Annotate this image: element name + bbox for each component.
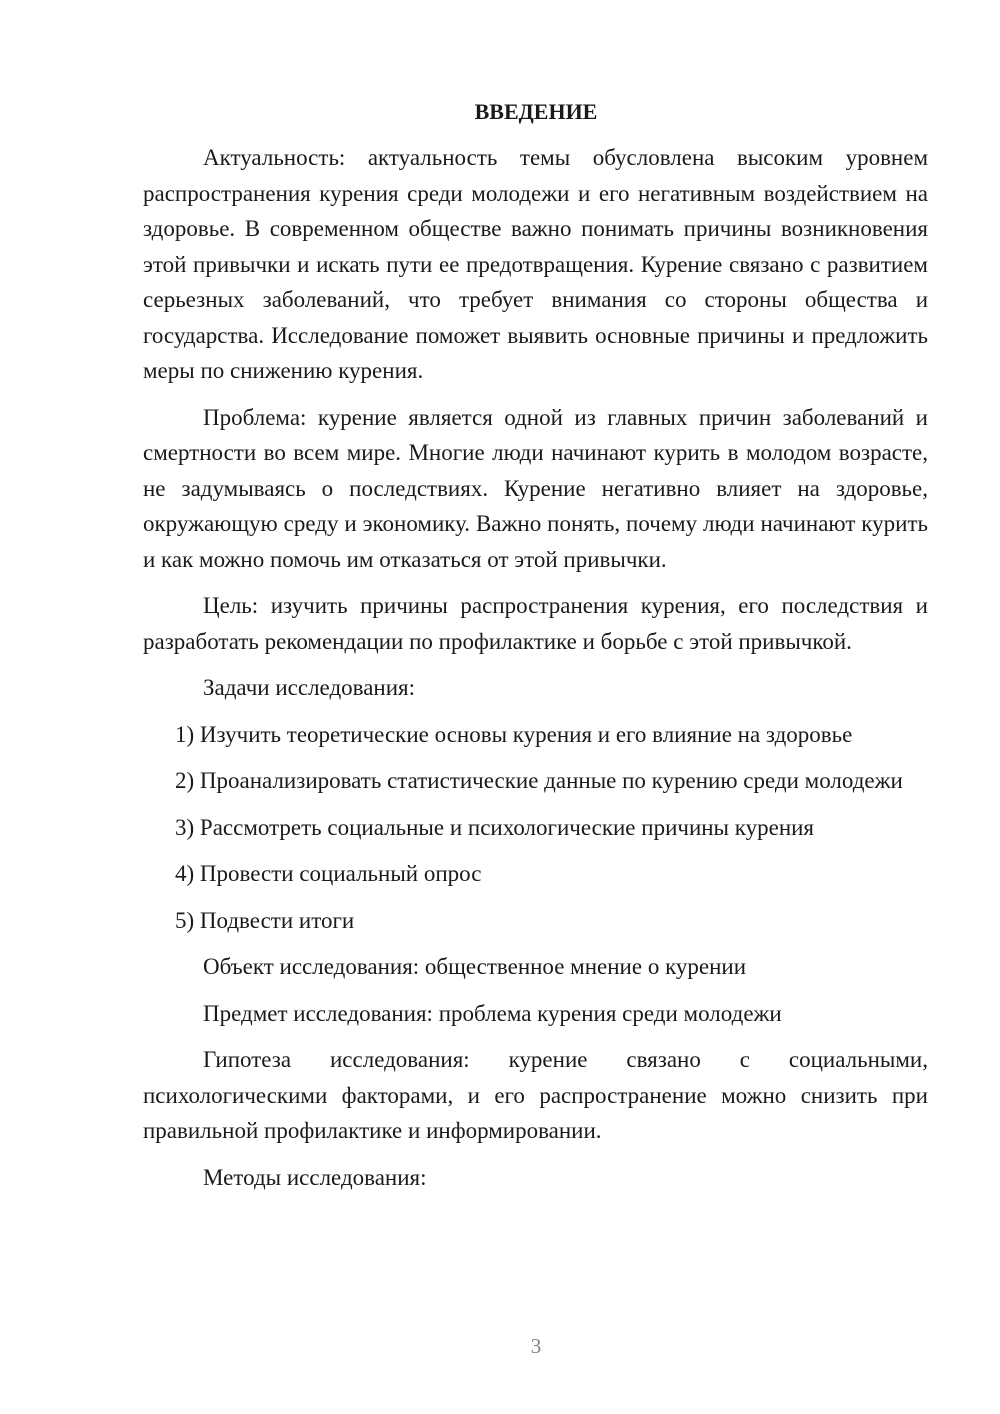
subject-paragraph: Предмет исследования: проблема курения среди молодежи [203,1000,782,1026]
task-item: 3) Рассмотреть социальные и психологические причины курения [175,814,815,840]
tasks-heading: Задачи исследования: [203,675,416,700]
problem-paragraph: Проблема: курение является одной из главных причин заболеваний и смертности во всем мире. Многие люди начинают курить в молодом возрасте, не задумываясь о последствиях. Курение негативно влияет на здоровье, окружающую среду и экономику. Важно понять, почему люди начинают курить и как можно помочь им отказаться от этой привычки. [143,404,928,572]
task-item: 4) Провести социальный опрос [175,861,482,886]
page-number: 3 [530,1334,542,1358]
relevance-paragraph: Актуальность: актуальность темы обусловлена высоким уровнем распространения курения среди молодежи и его негативным воздействием на здоровье. В современном обществе важно понимать причины возникновения этой привычки и искать пути ее предотвращения. Курение связано с развитием серьезных заболеваний, что требует внимания со стороны общества и государства. Исследование поможет выявить основные причины и предложить меры по снижению курения. [143,145,928,383]
methods-heading: Методы исследования: [203,1164,427,1190]
hypothesis-paragraph: Гипотеза исследования: курение связано с социальными, психологическими факторами, и его распространение можно снизить при правильной профилактике и информировании. [143,1047,928,1143]
task-item: 1) Изучить теоретические основы курения и его влияние на здоровье [175,721,853,747]
task-item: 2) Проанализировать статистические данные по курению среди молодежи [175,768,903,793]
task-item: 5) Подвести итоги [175,907,355,933]
page-content [143,94,928,1206]
object-paragraph: Объект исследования: общественное мнение о курении [203,954,747,979]
goal-paragraph: Цель: изучить причины распространения курения, его последствия и разработать рекомендации по профилактике и борьбе с этой привычкой. [143,593,928,654]
section-title: ВВЕДЕНИЕ [474,99,598,124]
